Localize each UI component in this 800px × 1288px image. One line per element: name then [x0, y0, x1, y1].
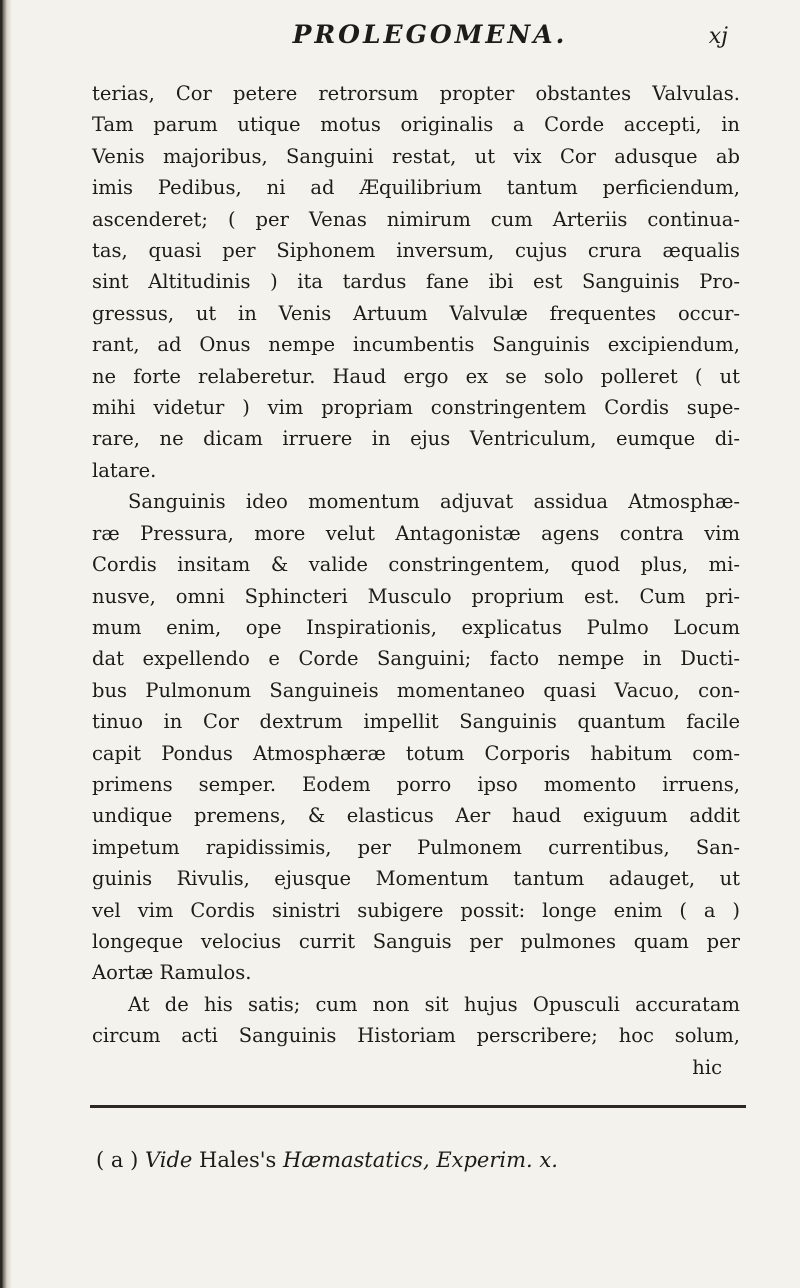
- page-number: xj: [708, 24, 728, 49]
- footnote-title: Hæmastatics,: [283, 1148, 430, 1172]
- text-line: guinis Rivulis, ejusque Momentum tantum adauget, ut: [92, 867, 740, 891]
- text-line: mihi videtur ) vim propriam constringentem Cordis supe-: [92, 396, 740, 420]
- footnote: [96, 1148, 746, 1172]
- footnote-rule: [90, 1105, 746, 1108]
- text-line: imis Pedibus, ni ad Æquilibrium tantum perficiendum,: [92, 176, 740, 200]
- footnote-marker: ( a ): [96, 1148, 139, 1172]
- text-line: primens semper. Eodem porro ipso momento irruens,: [92, 772, 740, 796]
- main-text: [92, 78, 740, 1083]
- text-line: ræ Pressura, more velut Antagonistæ agens contra vim: [92, 521, 740, 545]
- running-title: PROLEGOMENA.: [292, 20, 568, 49]
- text-line: Tam parum utique motus originalis a Corde accepti, in: [92, 113, 740, 137]
- footnote-vide: Vide: [144, 1148, 193, 1172]
- text-line: dat expellendo e Corde Sanguini; facto nempe in Ducti-: [92, 647, 740, 671]
- page-gutter: [0, 0, 12, 1288]
- text-line: latare.: [92, 458, 157, 482]
- text-line: gressus, ut in Venis Artuum Valvulæ frequentes occur-: [92, 301, 740, 325]
- text-line: impetum rapidissimis, per Pulmonem currentibus, San-: [92, 835, 740, 859]
- text-line: sint Altitudinis ) ita tardus fane ibi est Sanguinis Pro-: [92, 270, 740, 294]
- footnote-experiment: Experim. x.: [436, 1148, 558, 1172]
- text-line: rare, ne dicam irruere in ejus Ventriculum, eumque di-: [92, 427, 740, 451]
- text-line: capit Pondus Atmosphæræ totum Corporis habitum com-: [92, 741, 740, 765]
- text-line: tinuo in Cor dextrum impellit Sanguinis quantum facile: [92, 710, 740, 734]
- footnote-author: Hales's: [199, 1148, 277, 1172]
- text-line: terias, Cor petere retrorsum propter obstantes Valvulas.: [92, 82, 740, 105]
- paragraph-start: Sanguinis ideo momentum adjuvat assidua Atmosphæ-: [128, 490, 740, 514]
- text-line: nusve, omni Sphincteri Musculo proprium est. Cum pri-: [92, 584, 740, 608]
- text-line: ascenderet; ( per Venas nimirum cum Arteriis continua-: [92, 207, 740, 231]
- text-line: circum acti Sanguinis Historiam perscribere; hoc solum,: [92, 1024, 740, 1048]
- text-line: rant, ad Onus nempe incumbentis Sanguinis excipiendum,: [92, 333, 740, 357]
- text-line: ne forte relaberetur. Haud ergo ex se solo polleret ( ut: [92, 364, 740, 388]
- text-line: bus Pulmonum Sanguineis momentaneo quasi Vacuo, con-: [92, 678, 740, 702]
- paragraph-start: At de his satis; cum non sit hujus Opusculi accuratam: [128, 992, 740, 1016]
- text-line: undique premens, & elasticus Aer haud exiguum addit: [92, 804, 740, 828]
- text-line: vel vim Cordis sinistri subigere possit: longe enim ( a ): [92, 898, 740, 922]
- text-line: tas, quasi per Siphonem inversum, cujus crura æqualis: [92, 239, 740, 263]
- text-line: Aortæ Ramulos.: [92, 961, 252, 985]
- text-line: Cordis insitam & valide constringentem, quod plus, mi-: [92, 553, 740, 577]
- text-line: Venis majoribus, Sanguini restat, ut vix Cor adusque ab: [92, 144, 740, 168]
- text-line: longeque velocius currit Sanguis per pulmones quam per: [92, 929, 740, 953]
- catchword: hic: [692, 1055, 722, 1079]
- text-line: mum enim, ope Inspirationis, explicatus Pulmo Locum: [92, 615, 740, 639]
